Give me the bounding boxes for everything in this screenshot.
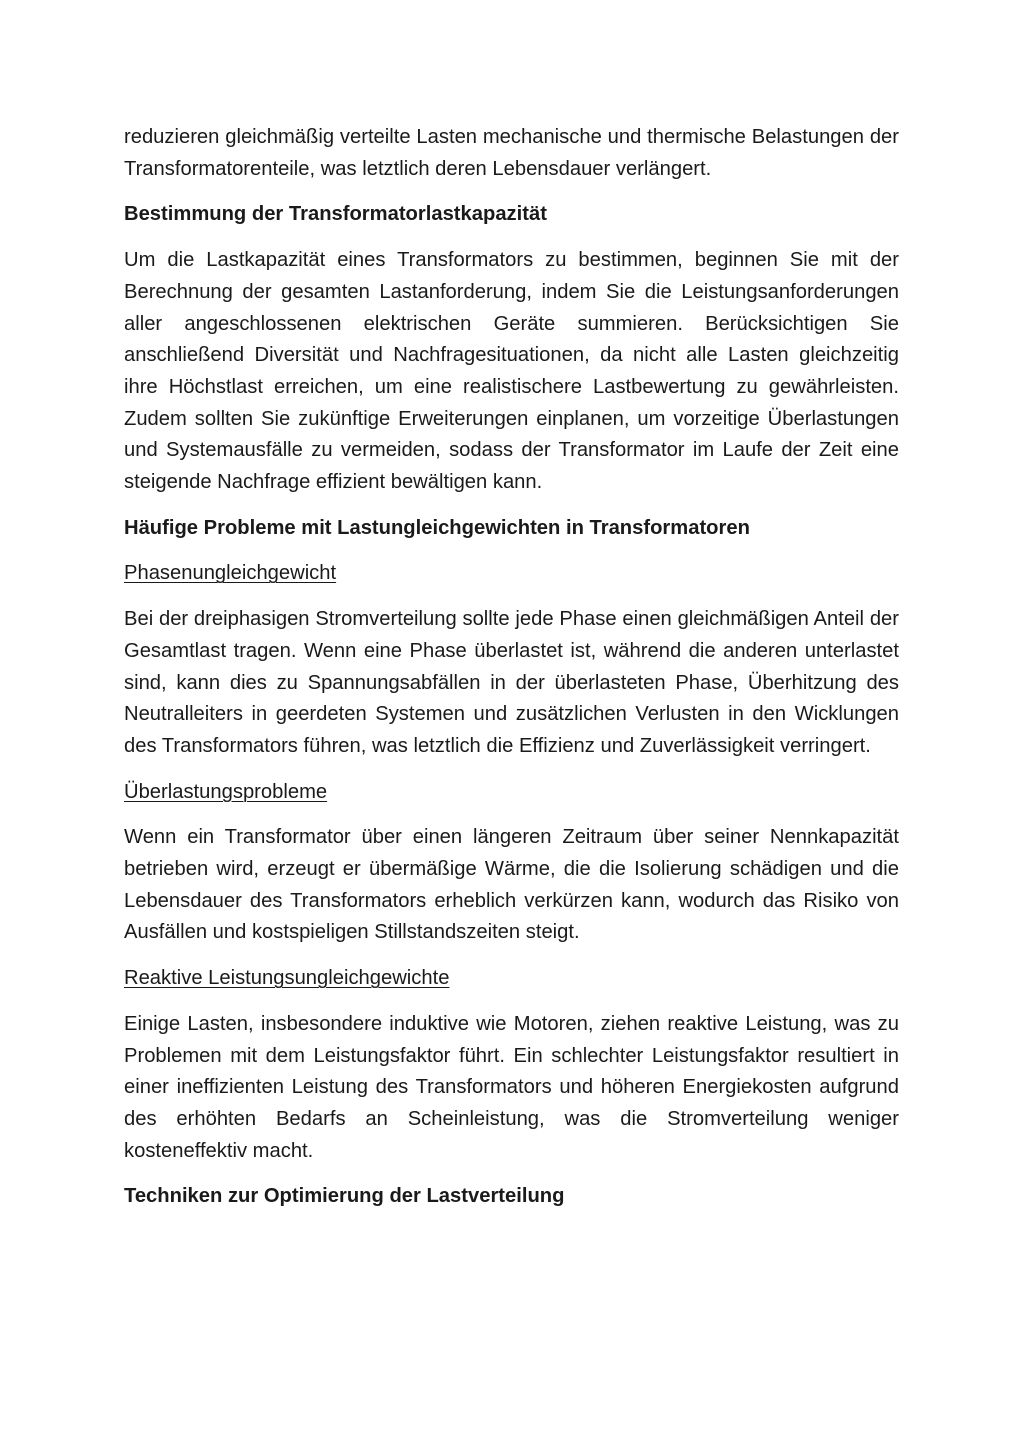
- heading-techniques: Techniken zur Optimierung der Lastverteilung: [124, 1185, 565, 1208]
- heading-problems: Häufige Probleme mit Lastungleichgewichten in Transformatoren: [124, 516, 750, 539]
- paragraph-capacity: Um die Lastkapazität eines Transformators zu bestimmen, beginnen Sie mit der Berechnung der gesamten Lastanforderung, indem Sie die Leistungsanforderungen aller angeschlossenen elektrischen Geräte summieren. Berücksichtigen Sie anschließend Diversität und Nachfragesituationen, da nicht alle Lasten gleichzeitig ihre Höchstlast erreichen, um eine realistischere Lastbewertung zu gewährleisten. Zudem sollten Sie zukünftige Erweiterungen einplanen, um vorzeitige Überlastungen und Systemausfälle zu vermeiden, sodass der Transformator im Laufe der Zeit eine steigende Nachfrage effizient bewältigen kann.: [124, 249, 899, 494]
- document-page: [124, 122, 899, 1227]
- paragraph-reactive-power: Einige Lasten, insbesondere induktive wie Motoren, ziehen reaktive Leistung, was zu Problemen mit dem Leistungsfaktor führt. Ein schlechter Leistungsfaktor resultiert in einer ineffizienten Leistung des Transformators und höheren Energiekosten aufgrund des erhöhten Bedarfs an Scheinleistung, was die Stromverteilung weniger kosteneffektiv macht.: [124, 1012, 899, 1162]
- subheading-overload: Überlastungsprobleme: [124, 780, 328, 803]
- subheading-reactive-power: Reaktive Leistungsungleichgewichte: [124, 967, 450, 990]
- heading-capacity: Bestimmung der Transformatorlastkapazität: [124, 203, 547, 226]
- paragraph-intro: reduzieren gleichmäßig verteilte Lasten mechanische und thermische Belastungen der Transformatorenteile, was letztlich deren Lebensdauer verlängert.: [124, 126, 899, 180]
- paragraph-phase-imbalance: Bei der dreiphasigen Stromverteilung sollte jede Phase einen gleichmäßigen Anteil der Gesamtlast tragen. Wenn eine Phase überlastet ist, während die anderen unterlastet sind, kann dies zu Spannungsabfällen in der überlasteten Phase, Überhitzung des Neutralleiters in geerdeten Systemen und zusätzlichen Verlusten in den Wicklungen des Transformators führen, was letztlich die Effizienz und Zuverlässigkeit verringert.: [124, 608, 899, 757]
- subheading-phase-imbalance: Phasenungleichgewicht: [124, 562, 337, 585]
- paragraph-overload: Wenn ein Transformator über einen längeren Zeitraum über seiner Nennkapazität betrieben wird, erzeugt er übermäßige Wärme, die die Isolierung schädigen und die Lebensdauer des Transformators erheblich verkürzen kann, wodurch das Risiko von Ausfällen und kostspieligen Stillstandszeiten steigt.: [124, 826, 899, 944]
